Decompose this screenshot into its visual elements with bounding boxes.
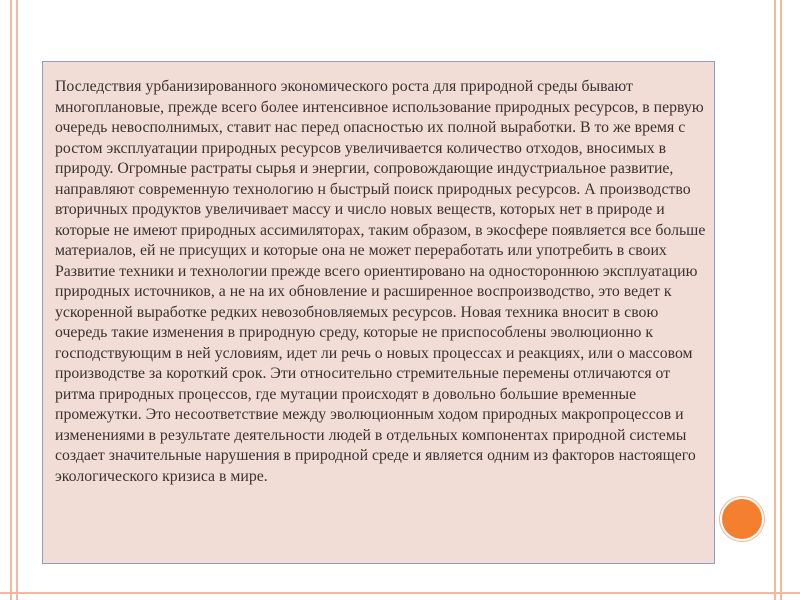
body-text: Последствия урбанизированного экономического роста для природной среды бывают многоплановые, прежде всего более интенсивное использование природных ресурсов, в первую очередь невосполнимых, ставит нас перед опасностью их полной выработки. В то же время с ростом эксплуатации природных ресурсов увеличивается количество отходов, вносимых в природу. Огромные растраты сырья и энергии, сопровождающие индустриальное развитие, направляют современную технологию н быстрый поиск природных ресурсов. А производство вторичных продуктов увеличивает массу и число новых веществ, которых нет в природе и которые не имеют природных ассимиляторах, таким образом, в экосфере появляется все больше материалов, ей не присущих и которые она не может переработать или употребить в своих Развитие техники и технологии прежде всего ориентировано на одностороннюю эксплуатацию природных источников, а не на их обновление и расширенное воспроизводство, это ведет к ускоренной выработке редких невозобновляемых ресурсов. Новая техника вносит в свою очередь такие изменения в природную среду, которые не приспособлены эволюционно к господствующим в ней условиям, идет ли речь о новых процессах и реакциях, или о массовом производстве за короткий срок. Эти относительно стремительные перемены отличаются от ритма природных процессов, где мутации происходят в довольно большие временные промежутки. Это несоответствие между эволюционным ходом природных макропроцессов и изменениями в результате деятельности людей в отдельных компонентах природной системы создает значительные нарушения в природной среде и является одним из факторов настоящего экологического кризиса в мире.: [55, 78, 706, 485]
accent-circle-icon: [722, 499, 762, 539]
frame-line-right-outer: [780, 0, 782, 600]
text-box: [42, 61, 715, 564]
frame-line-right-inner: [774, 0, 776, 600]
frame-line-left-outer: [10, 0, 12, 600]
frame-line-left-inner: [16, 0, 18, 600]
frame-line-bottom: [0, 592, 800, 594]
